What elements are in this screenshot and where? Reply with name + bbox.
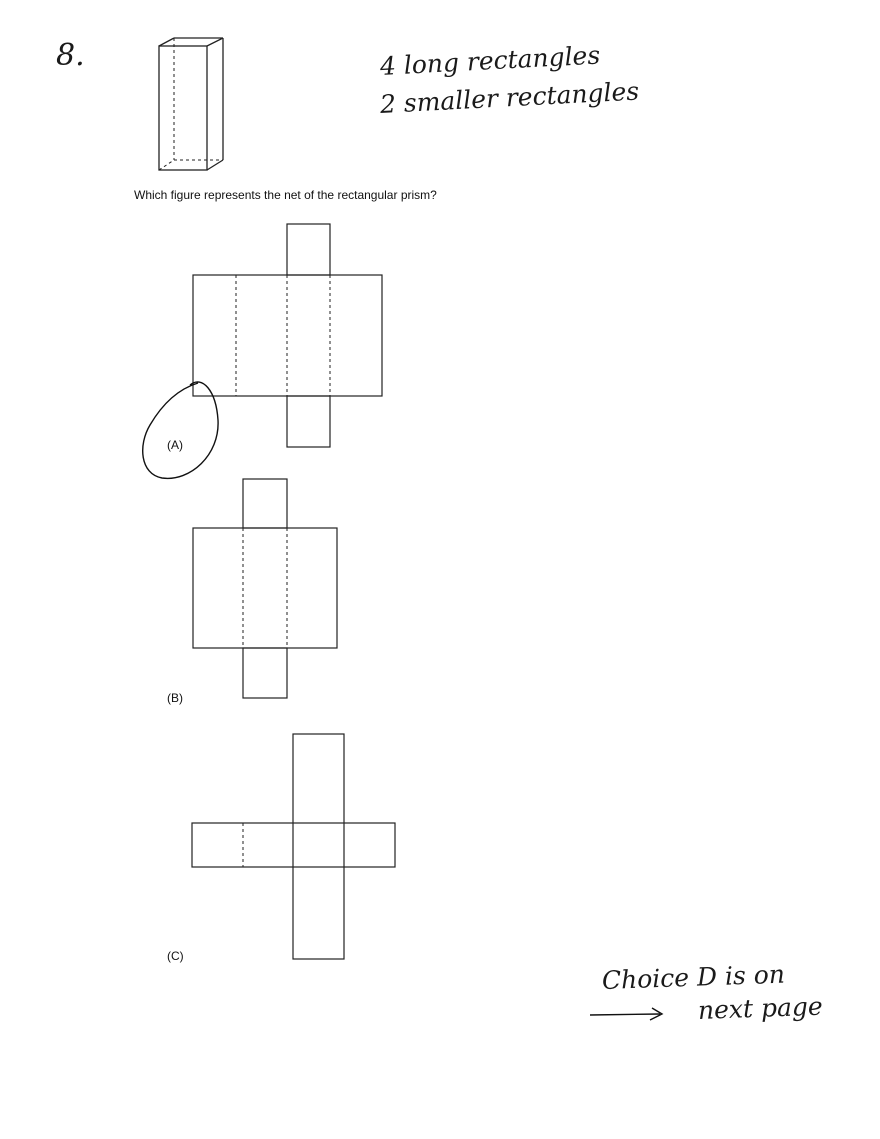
handwritten-note-choice-d: Choice D is on [601, 959, 786, 995]
handwritten-note-smaller-rectangles: 2 smaller rectangles [379, 76, 640, 119]
handwritten-arrow-icon [588, 1004, 668, 1022]
question-text: Which figure represents the net of the rectangular prism? [134, 188, 437, 202]
rectangular-prism-figure [150, 34, 234, 174]
handwritten-note-long-rectangles: 4 long rectangles [379, 40, 601, 81]
choice-label-c: (C) [167, 949, 184, 963]
choice-label-b: (B) [167, 691, 183, 705]
problem-number: 8. [56, 38, 85, 73]
net-figure-b [190, 476, 344, 704]
net-figure-c [188, 731, 400, 965]
handwritten-note-next-page: next page [697, 991, 824, 1025]
choice-label-a: (A) [167, 438, 183, 452]
